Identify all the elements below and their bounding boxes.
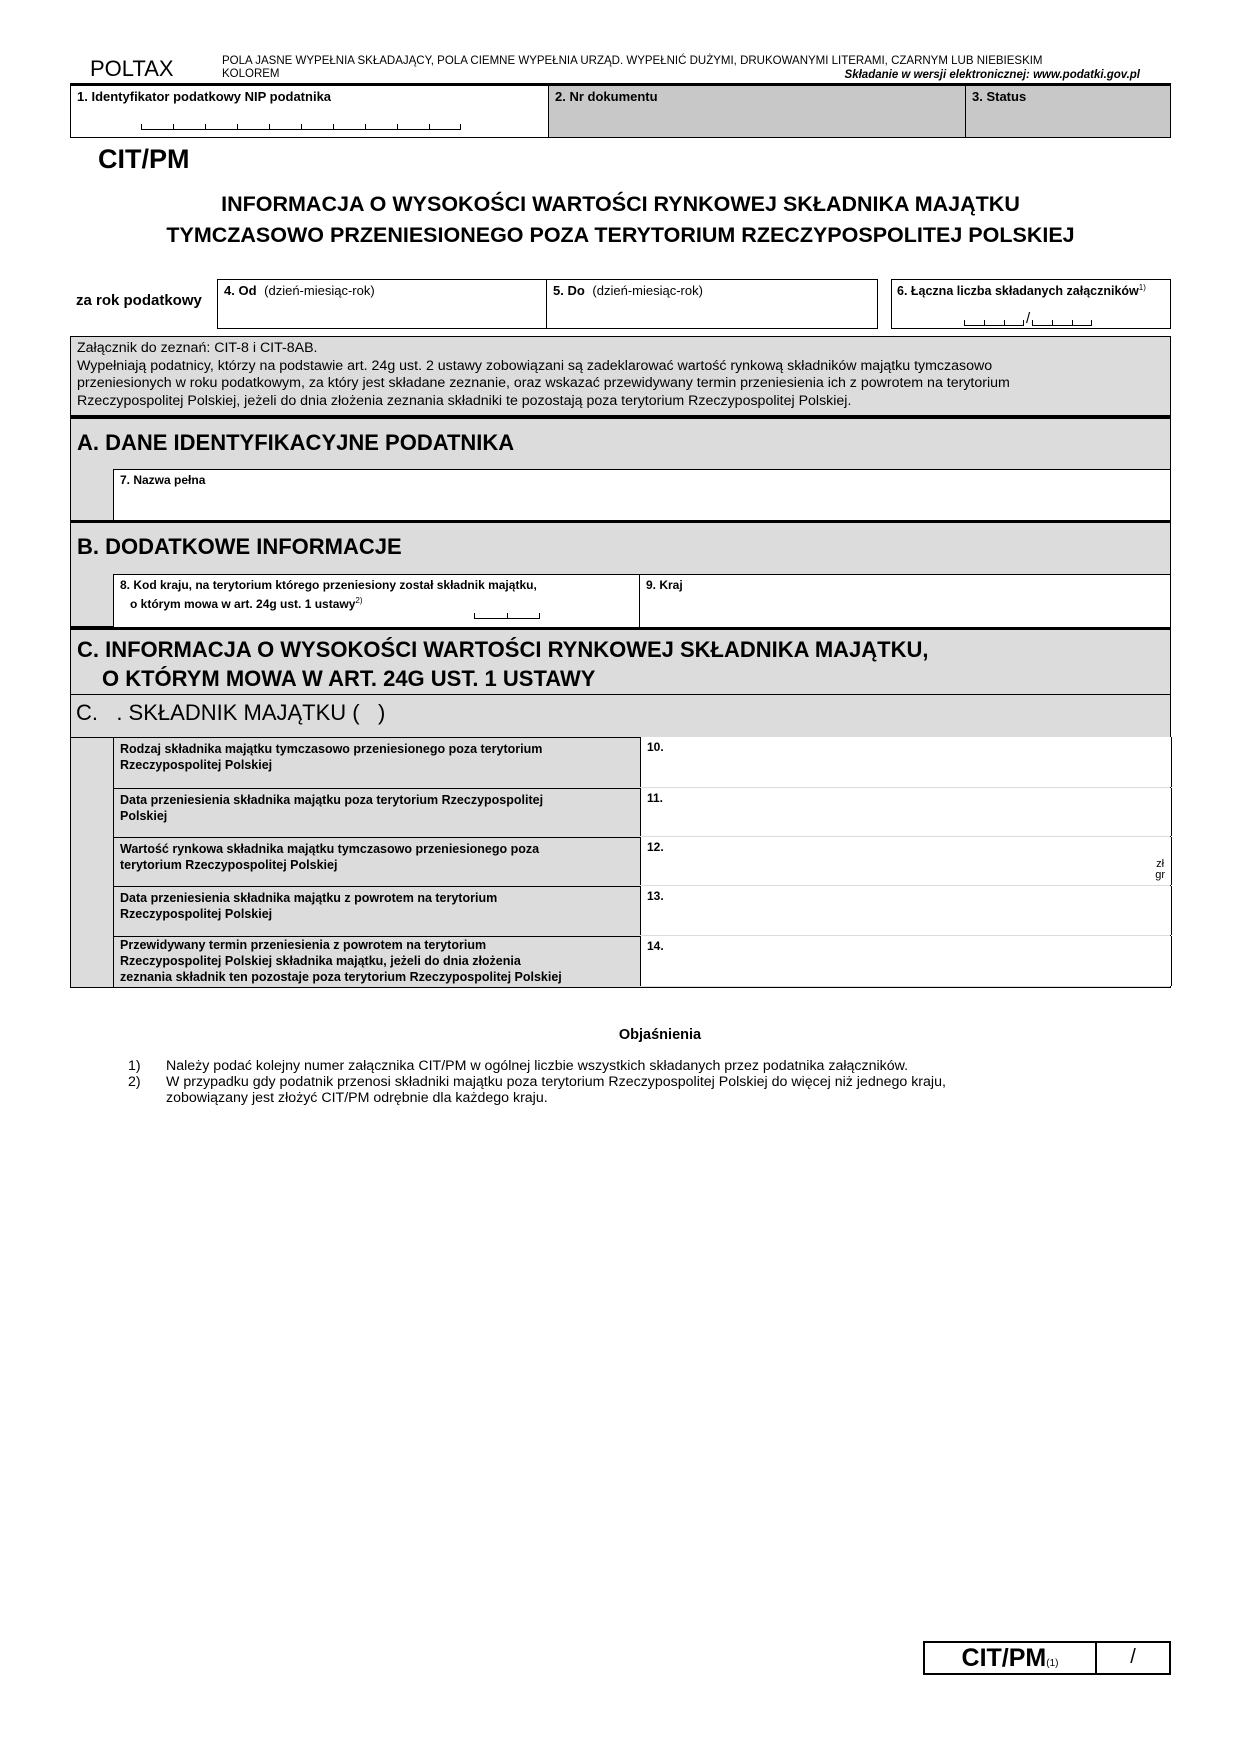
field-nip[interactable] [70, 86, 548, 138]
brand-logo: POLTAX [90, 56, 174, 81]
field-date-to[interactable] [547, 279, 878, 329]
market-value-number: 12. [647, 840, 664, 854]
footer-form-code-box [923, 1641, 1171, 1675]
field-date-to-hint: (dzień-miesiąc-rok) [592, 283, 703, 298]
currency-gr: gr [1155, 869, 1165, 881]
note-2-text-line2: zobowiązany jest złożyć CIT/PM odrębnie dla każdego kraju. [166, 1090, 548, 1106]
return-date-number: 13. [647, 889, 664, 903]
asset-row-label: Rodzaj składnika majątku tymczasowo przeniesionego poza terytorium Rzeczypospolitej Polskiej [120, 742, 543, 772]
intro-line3: przeniesionych w roku podatkowym, za który jest składane zeznanie, oraz wskazać przewidywany termin przeniesienia ich z powrotem na terytorium [77, 375, 1010, 391]
intro-box [70, 336, 1171, 416]
asset-row [114, 737, 1172, 789]
field-document-number [548, 86, 966, 138]
currency-zl: zł [1156, 858, 1165, 870]
field-full-name[interactable] [113, 469, 1171, 520]
field-date-from-label: 4. Od [224, 283, 257, 298]
section-a-title: A. DANE IDENTYFIKACYJNE PODATNIKA [77, 430, 515, 455]
field-document-number-label: 2. Nr dokumentu [555, 89, 658, 104]
field-country[interactable] [639, 574, 1171, 627]
field-attachments-count-label: 6. Łączna liczba składanych załączników [897, 284, 1139, 299]
note-2-text-line1: W przypadku gdy podatnik przenosi składniki majątku poza terytorium Rzeczypospolitej Polskiej do więcej niż jednego kraju, [166, 1074, 946, 1090]
expected-return-field[interactable] [640, 936, 1172, 986]
nip-comb [141, 124, 461, 130]
form-title-line1: INFORMACJA O WYSOKOŚCI WARTOŚCI RYNKOWEJ SKŁADNIKA MAJĄTKU [221, 192, 1020, 216]
field-country-code-label-line2: o którym mowa w art. 24g ust. 1 ustawy [130, 597, 356, 611]
asset-type-number: 10. [647, 740, 664, 754]
note-1-number: 1) [128, 1058, 141, 1074]
footnote-ref-1: 1) [1138, 283, 1146, 292]
asset-row [114, 886, 1172, 937]
section-c-title-line2: O KTÓRYM MOWA W ART. 24G UST. 1 USTAWY [102, 666, 596, 691]
transfer-out-date-field[interactable] [640, 788, 1172, 836]
return-date-field[interactable] [640, 886, 1172, 935]
field-country-code[interactable] [113, 574, 639, 627]
attachments-comb [964, 312, 1092, 326]
asset-row-label: Data przeniesienia składnika majątku poza terytorium Rzeczypospolitej Polskiej [120, 793, 544, 823]
field-nip-label: 1. Identyfikator podatkowy NIP podatnika [77, 89, 332, 104]
footnote-ref-2: 2) [355, 596, 363, 605]
asset-row [114, 788, 1172, 838]
market-value-field[interactable] [640, 837, 1172, 885]
footer-form-version: (1) [1046, 1658, 1059, 1669]
field-status-label: 3. Status [972, 89, 1027, 104]
section-c-divider [70, 694, 1171, 695]
field-country-code-label-line1: 8. Kod kraju, na terytorium którego przeniesiony został składnik majątku, [120, 578, 537, 592]
field-date-to-label: 5. Do [553, 283, 585, 298]
field-status [966, 86, 1171, 138]
field-attachments-count[interactable] [891, 279, 1171, 329]
expected-return-number: 14. [647, 939, 664, 953]
note-2-number: 2) [128, 1074, 141, 1090]
section-c-title-line1: C. INFORMACJA O WYSOKOŚCI WARTOŚCI RYNKOWEJ SKŁADNIKA MAJĄTKU, [77, 637, 929, 662]
field-date-from-hint: (dzień-miesiąc-rok) [264, 283, 375, 298]
form-title [70, 189, 1171, 251]
note-1-text: Należy podać kolejny numer załącznika CIT/PM w ogólnej liczbie wszystkich składanych przez podatnika załączników. [166, 1058, 909, 1074]
instructions-line1: POLA JASNE WYPEŁNIA SKŁADAJĄCY, POLA CIEMNE WYPEŁNIA URZĄD. WYPEŁNIĆ DUŻYMI, DRUKOWANYMI LITERAMI, CZARNYM LUB NIEBIESKIM [222, 55, 1043, 67]
section-b-title: B. DODATKOWE INFORMACJE [77, 534, 402, 559]
asset-row-label: Data przeniesienia składnika majątku z powrotem na terytorium Rzeczypospolitej Polskiej [120, 891, 498, 921]
notes [128, 1058, 1128, 1106]
form-title-line2: TYMCZASOWO PRZENIESIONEGO POZA TERYTORIUM RZECZYPOSPOLITEJ POLSKIEJ [166, 223, 1075, 247]
instructions-line2: KOLOREM [222, 68, 280, 80]
field-full-name-label: 7. Nazwa pełna [120, 473, 206, 487]
asset-type-field[interactable] [640, 737, 1172, 787]
tax-year-label: za rok podatkowy [76, 292, 202, 309]
intro-line4: Rzeczypospolitej Polskiej, jeżeli do dnia złożenia zeznania składniki te pozostają poza terytorium Rzeczypospolitej Polskiej. [77, 392, 852, 409]
attachments-slash: / [1026, 310, 1031, 327]
country-code-comb [474, 613, 540, 619]
field-date-from[interactable] [217, 279, 547, 329]
asset-row-label: Wartość rynkowa składnika majątku tymczasowo przeniesionego poza terytorium Rzeczypospolitej Polskiej [120, 842, 540, 872]
asset-subtitle: C. . SKŁADNIK MAJĄTKU ( ) [76, 700, 386, 725]
intro-line1: Załącznik do zeznań: CIT-8 i CIT-8AB. [77, 340, 318, 356]
asset-rows [113, 737, 1171, 987]
asset-row [114, 936, 1172, 987]
form-code: CIT/PM [98, 144, 190, 174]
asset-row [114, 837, 1172, 887]
field-country-label: 9. Kraj [646, 578, 683, 592]
footer-form-code: CIT/PM [961, 1644, 1047, 1672]
notes-title: Objaśnienia [618, 1027, 702, 1043]
asset-row-label: Przewidywany termin przeniesienia z powrotem na terytorium Rzeczypospolitej Polskiej składnika majątku, jeżeli do dnia złożenia zeznania składnik ten pozostaje poza terytorium Rzeczypospolitej Polskiej [120, 938, 562, 984]
electronic-filing-note: Składanie w wersji elektronicznej: www.podatki.gov.pl [844, 69, 1140, 81]
footer-page-number[interactable]: / [1130, 1646, 1136, 1668]
intro-line2: Wypełniają podatnicy, którzy na podstawie art. 24g ust. 2 ustawy zobowiązani są zadeklarować wartość rynkową składników majątku tymczasowo [77, 357, 993, 374]
transfer-out-date-number: 11. [647, 791, 664, 805]
